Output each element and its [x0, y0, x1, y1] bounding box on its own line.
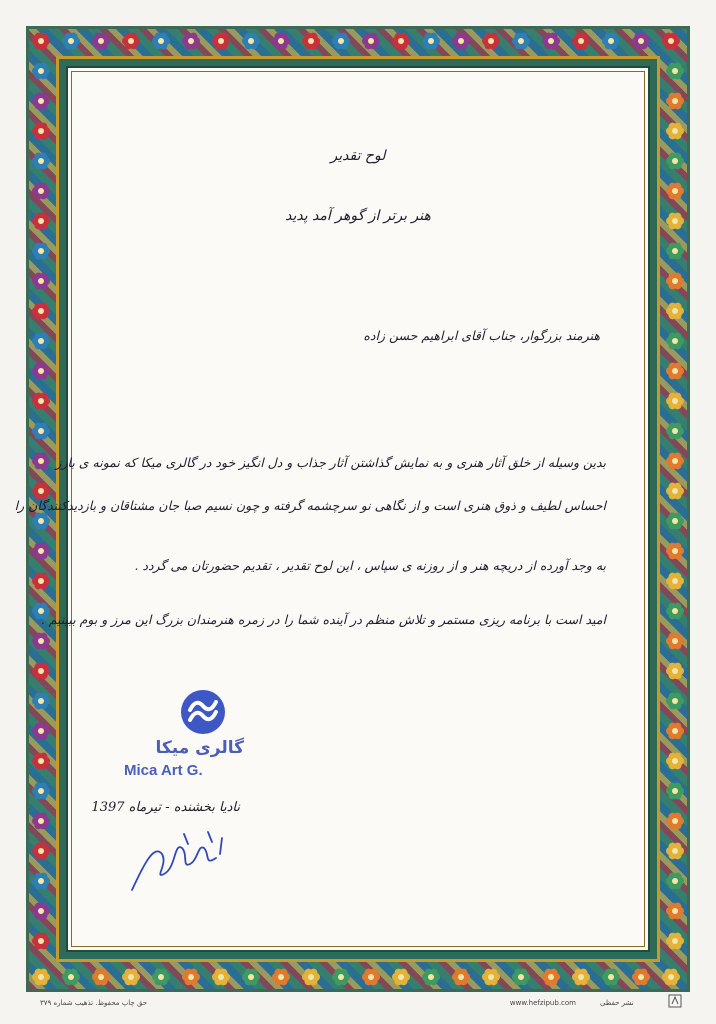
footer-url: www.hefzipub.com — [509, 999, 576, 1007]
gallery-logo-icon — [176, 688, 230, 736]
logo-latin-text: Mica Art G. — [124, 762, 203, 779]
body-line-3: به وجد آورده از دریچه هنر و از روزنه ی سپاس ، این لوح تقدیر ، تقدیم حضورتان می گردد . — [134, 558, 606, 573]
certificate-title: لوح تقدیر — [330, 148, 386, 164]
body-line-4: امید است با برنامه ریزی مستمر و تلاش منظم در آینده شما را در زمره هنرمندان بزرگ این مرز و بوم ببینیم . — [40, 612, 606, 627]
body-line-1: بدین وسیله از خلق آثار هنری و به نمایش گذاشتن آثار جذاب و دل انگیز خود در گالری میکا که نمونه ی بارز — [55, 455, 606, 470]
logo-persian-text: گالری میکا — [155, 738, 244, 758]
signature-icon — [124, 824, 234, 898]
publisher-mark-icon — [668, 994, 682, 1008]
body-line-2: احساس لطیف و ذوق هنری است و از نگاهی نو سرچشمه گرفته و چون نسیم صبا جان مشتاقان و بازدیدکنندگان را — [14, 498, 606, 513]
footer-publisher: نشر حفظی — [600, 999, 634, 1007]
certificate-subtitle: هنر برتر از گوهر آمد پدید — [285, 208, 431, 224]
signer-and-date: نادیا بخشنده - تیرماه 1397 — [91, 800, 240, 815]
footer-copyright: حق چاپ محفوظ. تذهیب شماره ۳۷۹ — [40, 999, 148, 1007]
recipient-line: هنرمند بزرگوار، جناب آقای ابراهیم حسن زاده — [363, 328, 600, 343]
